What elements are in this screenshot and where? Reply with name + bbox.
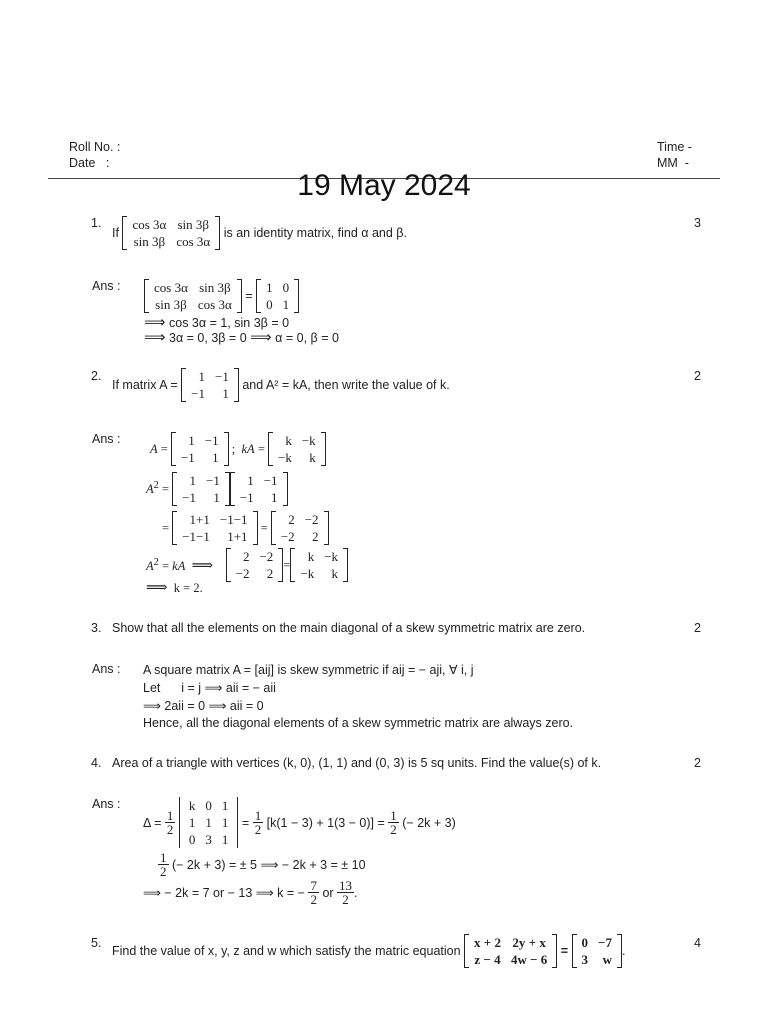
q2-ans-line1: A = 1 −1 −1 1 ; kA = k −k −k k bbox=[150, 432, 326, 466]
cell: 1 bbox=[222, 386, 229, 401]
q3-line1: A square matrix A = [aij] is skew symmetric if aij = − aji, ∀ i, j bbox=[143, 663, 474, 677]
cell: 0 bbox=[581, 935, 589, 950]
cell: k bbox=[188, 798, 196, 813]
date-label: Date : bbox=[69, 156, 110, 170]
q1-step1: ⟹ cos 3α = 1, sin 3β = 0 bbox=[144, 314, 290, 331]
q2-ans-ka2 bbox=[290, 548, 348, 582]
q2-ans-line3: = 1+1 −1−1 −1−1 1+1 = 2 −2 −2 2 bbox=[162, 511, 329, 545]
cell: cos 3α bbox=[154, 280, 188, 295]
q2-text-a: If matrix A = bbox=[112, 378, 178, 392]
q1-step1-text: cos 3α = 1, sin 3β = 0 bbox=[169, 316, 290, 330]
cell: −2 bbox=[280, 529, 295, 544]
cell: sin 3β bbox=[177, 217, 210, 232]
q5-marks: 4 bbox=[694, 936, 701, 950]
q4-number: 4. bbox=[91, 756, 102, 770]
q4-or: or bbox=[322, 885, 334, 900]
cell: −k bbox=[278, 450, 292, 465]
cell: 0 bbox=[205, 798, 212, 813]
cell: 1 bbox=[212, 450, 219, 465]
cell: 0 bbox=[188, 832, 196, 847]
q5-rhs-matrix bbox=[572, 934, 622, 968]
cell: k bbox=[285, 433, 292, 448]
cell: −1 bbox=[263, 473, 278, 488]
cell: −2 bbox=[235, 566, 250, 581]
cell: 0 bbox=[282, 280, 290, 295]
q4-eq3-text: ⟹ − 2k = 7 or − 13 ⟹ k = − bbox=[143, 886, 305, 900]
q2-ans-sum bbox=[172, 511, 257, 545]
q2-matrix bbox=[181, 368, 239, 402]
half-fraction: $\frac{1}{2}$ bbox=[390, 808, 397, 837]
q4-eq3: ⟹ − 2k = 7 or − 13 ⟹ k = − $\frac{7}{2}$ or $\frac{13}{2}$ . bbox=[143, 878, 358, 907]
cell: −1 bbox=[191, 386, 205, 401]
cell: −1 bbox=[214, 369, 229, 384]
q3-marks: 2 bbox=[694, 621, 701, 635]
cell: −1 bbox=[180, 450, 195, 465]
q3-ans-label: Ans : bbox=[92, 662, 121, 676]
q4-text: Area of a triangle with vertices (k, 0), (1, 1) and (0, 3) is 5 sq units. Find the value(s) of k. bbox=[112, 756, 602, 770]
q3-line4: Hence, all the diagonal elements of a skew symmetric matrix are always zero. bbox=[143, 716, 574, 730]
q4-eq1: Δ = $\frac{1}{2}$ k 0 1 1 1 1 0 3 1 = $\frac{1}{2}$ [k(1 − 3) + 1(3 − 0)] = $\frac{1}{2}$ (− 2k + 3) bbox=[143, 798, 456, 847]
q1-if: If bbox=[112, 226, 119, 240]
cell: 1 bbox=[221, 798, 229, 813]
page-title: 19 May 2024 bbox=[297, 169, 471, 202]
q2-ans-a2-left bbox=[172, 472, 230, 506]
cell: 2 bbox=[266, 566, 274, 581]
q2-ans-label: Ans : bbox=[92, 432, 121, 446]
cell: k bbox=[309, 450, 316, 465]
cell: 1 bbox=[189, 473, 196, 488]
cell: 0 bbox=[266, 297, 273, 312]
q2-ans-ka bbox=[268, 432, 326, 466]
q5-question: Find the value of x, y, z and w which satisfy the matric equation x + 2 2y + x z − 4 4w − 6 = 0 −7 3 w . bbox=[112, 935, 626, 967]
cell: 1 bbox=[188, 815, 196, 830]
cell: 1 bbox=[213, 490, 220, 505]
cell: 1+1 bbox=[189, 512, 210, 527]
q4-eq2-text: (− 2k + 3) = ± 5 ⟹ − 2k + 3 = ± 10 bbox=[171, 858, 366, 872]
mm-label: MM - bbox=[657, 156, 689, 170]
cell: 3 bbox=[581, 952, 589, 967]
cell: 1 bbox=[205, 815, 212, 830]
q1-step2b-text: α = 0, β = 0 bbox=[275, 331, 339, 345]
cell: 1+1 bbox=[227, 529, 248, 544]
q2-ans-result bbox=[271, 511, 329, 545]
cell: −1−1 bbox=[219, 512, 248, 527]
cell: −1 bbox=[239, 490, 254, 505]
fraction-13-2: $\frac{13}{2}$ bbox=[339, 878, 353, 907]
cell: 1 bbox=[221, 832, 229, 847]
cell: −k bbox=[324, 549, 339, 564]
q5-lhs-matrix bbox=[464, 934, 557, 968]
q5-number: 5. bbox=[91, 936, 102, 950]
cell: −1−1 bbox=[182, 529, 210, 544]
q1-ans-label: Ans : bbox=[92, 279, 121, 293]
cell: −2 bbox=[259, 549, 274, 564]
q1-step2a-text: 3α = 0, 3β = 0 bbox=[169, 331, 247, 345]
cell: cos 3α bbox=[197, 297, 232, 312]
cell: 3 bbox=[205, 832, 212, 847]
cell: −k bbox=[300, 566, 315, 581]
fraction-7-2: $\frac{7}{2}$ bbox=[310, 878, 317, 907]
half-fraction: $\frac{1}{2}$ bbox=[160, 850, 167, 879]
cell: −7 bbox=[598, 935, 612, 950]
cell: 1 bbox=[271, 490, 278, 505]
cell: −1 bbox=[206, 473, 220, 488]
cell: 1 bbox=[188, 433, 195, 448]
cell: sin 3β bbox=[133, 234, 166, 249]
q1-matrix bbox=[122, 216, 220, 250]
cell: cos 3α bbox=[176, 234, 211, 249]
q3-number: 3. bbox=[91, 621, 102, 635]
q2-ans-a2-right bbox=[230, 472, 288, 506]
q1-question bbox=[112, 216, 407, 250]
cell: x + 2 bbox=[474, 935, 501, 950]
cell: −2 bbox=[304, 512, 319, 527]
cell: 1 bbox=[282, 297, 290, 312]
q1-marks: 3 bbox=[694, 216, 701, 230]
q2-ans-final: ⟹ k = 2. bbox=[146, 580, 203, 596]
q2-text-b: and A² = kA, then write the value of k. bbox=[242, 378, 450, 392]
cell: w bbox=[602, 952, 612, 967]
identity-matrix bbox=[256, 279, 299, 313]
cell: 1 bbox=[198, 369, 205, 384]
cell: k bbox=[307, 549, 315, 564]
cell: cos 3α bbox=[132, 217, 167, 232]
q4-ans-label: Ans : bbox=[92, 797, 121, 811]
roll-no-label: Roll No. : bbox=[69, 140, 121, 154]
q4-eq2 bbox=[158, 851, 366, 878]
cell: −1 bbox=[204, 433, 219, 448]
q4-marks: 2 bbox=[694, 756, 701, 770]
cell: 2y + x bbox=[512, 935, 546, 950]
cell: 1 bbox=[247, 473, 254, 488]
q4-eq1-text: [k(1 − 3) + 1(3 − 0)] = bbox=[266, 815, 385, 830]
q1-ans-eq: cos 3α sin 3β sin 3β cos 3α = 1 0 0 1 bbox=[144, 279, 299, 313]
q3-line3: ⟹ 2aii = 0 ⟹ aii = 0 bbox=[143, 699, 264, 713]
q2-ans-line2: $A^2$ = 1 −1 −1 1 1 −1 −1 1 bbox=[146, 472, 288, 506]
q2-marks: 2 bbox=[694, 369, 701, 383]
half-fraction: $\frac{1}{2}$ bbox=[166, 808, 174, 837]
cell: 2 bbox=[288, 512, 295, 527]
cell: 1 bbox=[221, 815, 229, 830]
cell: −k bbox=[301, 433, 316, 448]
q2-question bbox=[112, 368, 450, 402]
cell: z − 4 bbox=[474, 952, 501, 967]
q2-ans-line4: $A^2$ = kA ⟹ 2 −2 −2 2 = k −k −k k bbox=[146, 548, 348, 582]
q1-ans-matrix bbox=[144, 279, 242, 313]
cell: 1 bbox=[266, 280, 273, 295]
q4-eq1b-text: (− 2k + 3) bbox=[402, 815, 456, 830]
q3-text: Show that all the elements on the main diagonal of a skew symmetric matrix are zero. bbox=[112, 621, 586, 635]
q3-line2: Let i = j ⟹ aii = − aii bbox=[143, 681, 276, 695]
cell: 2 bbox=[312, 529, 319, 544]
cell: −1 bbox=[182, 490, 196, 505]
q1-text: is an identity matrix, find α and β. bbox=[223, 226, 407, 240]
q2-ans-a bbox=[171, 432, 229, 466]
q4-determinant bbox=[179, 797, 239, 848]
cell: 2 bbox=[242, 549, 250, 564]
q2-number: 2. bbox=[91, 369, 102, 383]
cell: sin 3β bbox=[199, 280, 231, 295]
half-fraction: $\frac{1}{2}$ bbox=[254, 808, 262, 837]
cell: sin 3β bbox=[155, 297, 187, 312]
q5-text: Find the value of x, y, z and w which satisfy the matric equation bbox=[112, 944, 461, 958]
q2-final-text: k = 2. bbox=[173, 581, 203, 595]
time-label: Time - bbox=[657, 140, 692, 154]
q1-number: 1. bbox=[91, 216, 102, 230]
cell: k bbox=[331, 566, 339, 581]
q2-ans-result2 bbox=[226, 548, 284, 582]
cell: 4w − 6 bbox=[510, 952, 548, 967]
q1-step2: ⟹ 3α = 0, 3β = 0 ⟹ α = 0, β = 0 bbox=[144, 329, 339, 346]
